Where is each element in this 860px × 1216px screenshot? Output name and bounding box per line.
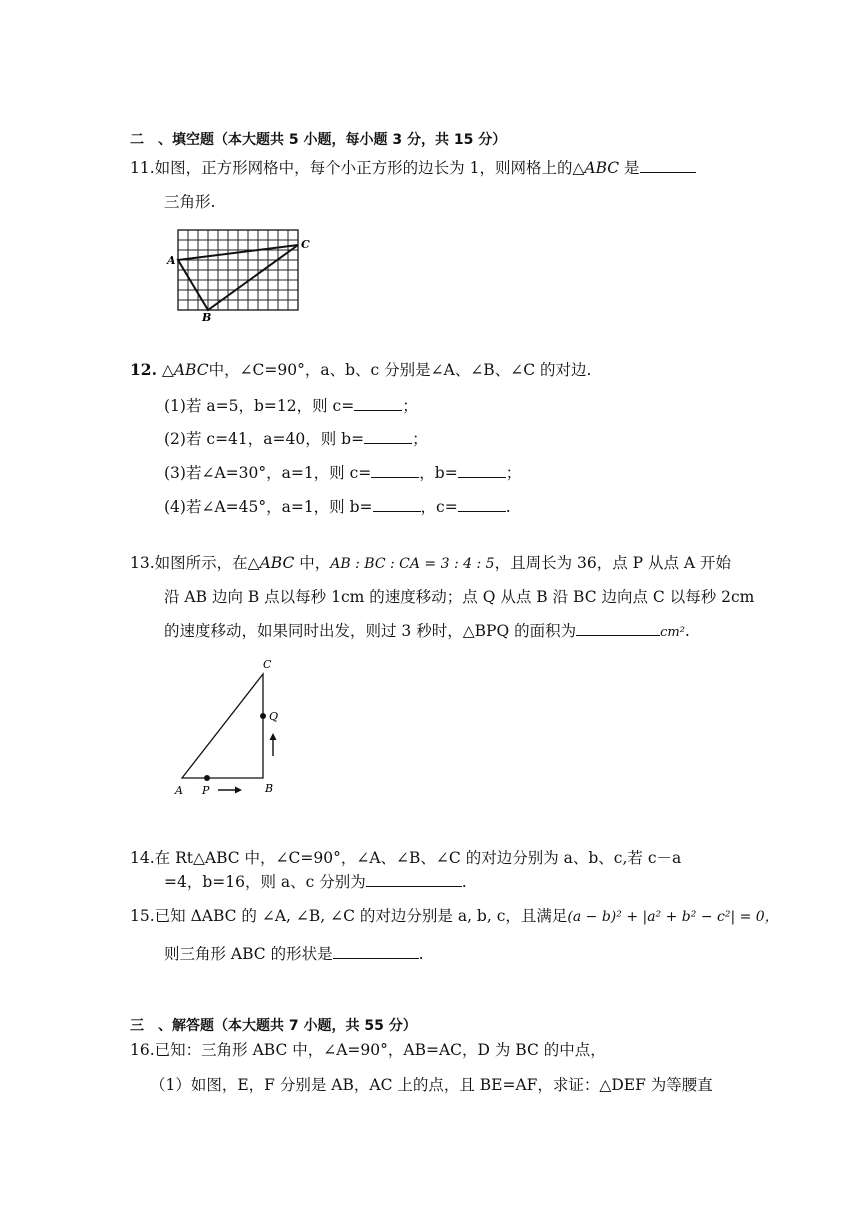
q13-line1-b: 中， <box>294 554 331 572</box>
q11-text-b: 是 <box>619 159 640 177</box>
q15-line1-a: 已知 ΔABC 的 ∠A, ∠B, ∠C 的对边分别是 a, b, c，且满足 <box>154 907 568 925</box>
q12-part-3-blank-c[interactable] <box>371 463 419 478</box>
q13-line-2: 沿 AB 边向 B 点以每秒 1cm 的速度移动；点 Q 从点 B 沿 BC 边向点 C 以每秒 2cm <box>164 588 755 606</box>
q12-part-4-end: . <box>505 498 511 516</box>
q12-stem-pre: △ <box>156 361 174 379</box>
question-14 <box>130 848 681 868</box>
q11-grid <box>178 230 298 310</box>
q13-triangle-figure <box>166 654 286 800</box>
q12-part-2-end: ； <box>412 430 428 448</box>
q13-label-a: A <box>175 784 183 797</box>
q14-number: 14. <box>130 849 155 867</box>
q11-label-b: B <box>202 311 212 324</box>
q16-number: 16. <box>130 1041 155 1059</box>
question-13 <box>130 553 731 574</box>
q13-unit: cm² <box>660 625 685 640</box>
q13-point-p <box>204 775 210 781</box>
question-16 <box>130 1040 606 1060</box>
q15-end: . <box>418 945 424 963</box>
q13-ratio: AB : BC : CA = 3 : 4 : 5 <box>330 556 495 572</box>
q14-line1: 在 Rt△ABC 中，∠C=90°，∠A、∠B、∠C 的对边分别为 a、b、c,若 c－a <box>154 849 682 867</box>
q12-part-2 <box>164 429 428 449</box>
q14-line2-text: =4，b=16，则 a、c 分别为 <box>164 873 366 891</box>
q15-line2-text: 则三角形 ABC 的形状是 <box>164 945 333 963</box>
q12-part-3-blank-b[interactable] <box>458 463 506 478</box>
q13-line-3 <box>164 621 690 643</box>
q12-part-3-end: ； <box>505 464 522 482</box>
q14-line-2 <box>164 872 467 892</box>
question-11 <box>130 158 696 178</box>
q13-number: 13. <box>130 554 155 572</box>
q11-number: 11. <box>130 159 155 177</box>
question-12 <box>130 360 591 380</box>
q12-stem-abc: ABC <box>173 361 209 379</box>
q13-arrow-up <box>270 733 277 756</box>
q12-part-4-c: ，c= <box>420 498 458 516</box>
q15-formula: (a − b)² + |a² + b² − c²| = 0， <box>567 909 779 925</box>
q11-label-c: C <box>301 238 310 251</box>
q14-end: . <box>461 873 467 891</box>
q11-label-a: A <box>167 254 176 267</box>
q13-label-q: Q <box>269 710 279 723</box>
q12-part-4-text: (4)若∠A=45°，a=1，则 b= <box>164 498 373 516</box>
q11-text-c: 三角形. <box>164 193 216 211</box>
q12-part-2-text: (2)若 c=41，a=40，则 b= <box>164 430 365 448</box>
q12-stem-post: 中，∠C=90°，a、b、c 分别是∠A、∠B、∠C 的对边. <box>208 361 592 379</box>
q12-part-4-blank-c[interactable] <box>458 497 506 512</box>
q16-line-2: （1）如图，E，F 分别是 AB，AC 上的点，且 BE=AF，求证：△DEF 为等腰直 <box>150 1076 713 1094</box>
q12-part-4 <box>164 497 511 517</box>
q16-line1: 已知：三角形 ABC 中，∠A=90°，AB=AC，D 为 BC 的中点， <box>154 1041 606 1059</box>
q12-part-1-blank[interactable] <box>354 396 402 411</box>
q12-part-2-blank[interactable] <box>364 429 412 444</box>
q13-line1-abc: ABC <box>259 554 295 572</box>
q12-part-3-b: ，b= <box>419 464 458 482</box>
q13-label-c: C <box>263 658 272 671</box>
q12-part-4-blank-b[interactable] <box>373 497 421 512</box>
q11-abc: ABC <box>584 159 620 177</box>
q13-answer-blank[interactable] <box>576 621 660 636</box>
q11-answer-blank[interactable] <box>640 158 696 173</box>
q13-line1-c: ，且周长为 36，点 P 从点 A 开始 <box>494 554 732 572</box>
q14-answer-blank[interactable] <box>366 872 462 887</box>
q13-label-p: P <box>202 784 210 797</box>
q11-grid-figure <box>166 222 316 326</box>
q12-number: 12. <box>130 360 157 379</box>
q12-part-1-text: (1)若 a=5，b=12，则 c= <box>164 397 355 415</box>
q13-arrow-right <box>218 787 242 794</box>
q12-part-1 <box>164 396 418 416</box>
q15-line-2 <box>164 944 424 964</box>
q13-triangle <box>182 674 263 778</box>
q13-line1-a: 如图所示，在△ <box>154 554 260 572</box>
q13-line3-text: 的速度移动，如果同时出发，则过 3 秒时，△BPQ 的面积为 <box>164 622 577 640</box>
section-3-header: 三 、解答题（本大题共 7 小题，共 55 分） <box>130 1018 417 1034</box>
section-2-header: 二 、填空题（本大题共 5 小题，每小题 3 分，共 15 分） <box>130 132 507 148</box>
q13-point-q <box>260 713 266 719</box>
q13-label-b: B <box>265 782 274 795</box>
q12-part-1-end: ； <box>402 397 418 415</box>
q13-end: . <box>684 622 690 640</box>
q15-answer-blank[interactable] <box>333 944 419 959</box>
question-15 <box>130 906 779 927</box>
q12-part-3 <box>164 463 521 483</box>
q12-part-3-text: (3)若∠A=30°，a=1，则 c= <box>164 464 372 482</box>
q15-number: 15. <box>130 907 155 925</box>
q11-text-a: 如图，正方形网格中，每个小正方形的边长为 1，则网格上的△ <box>154 159 585 177</box>
